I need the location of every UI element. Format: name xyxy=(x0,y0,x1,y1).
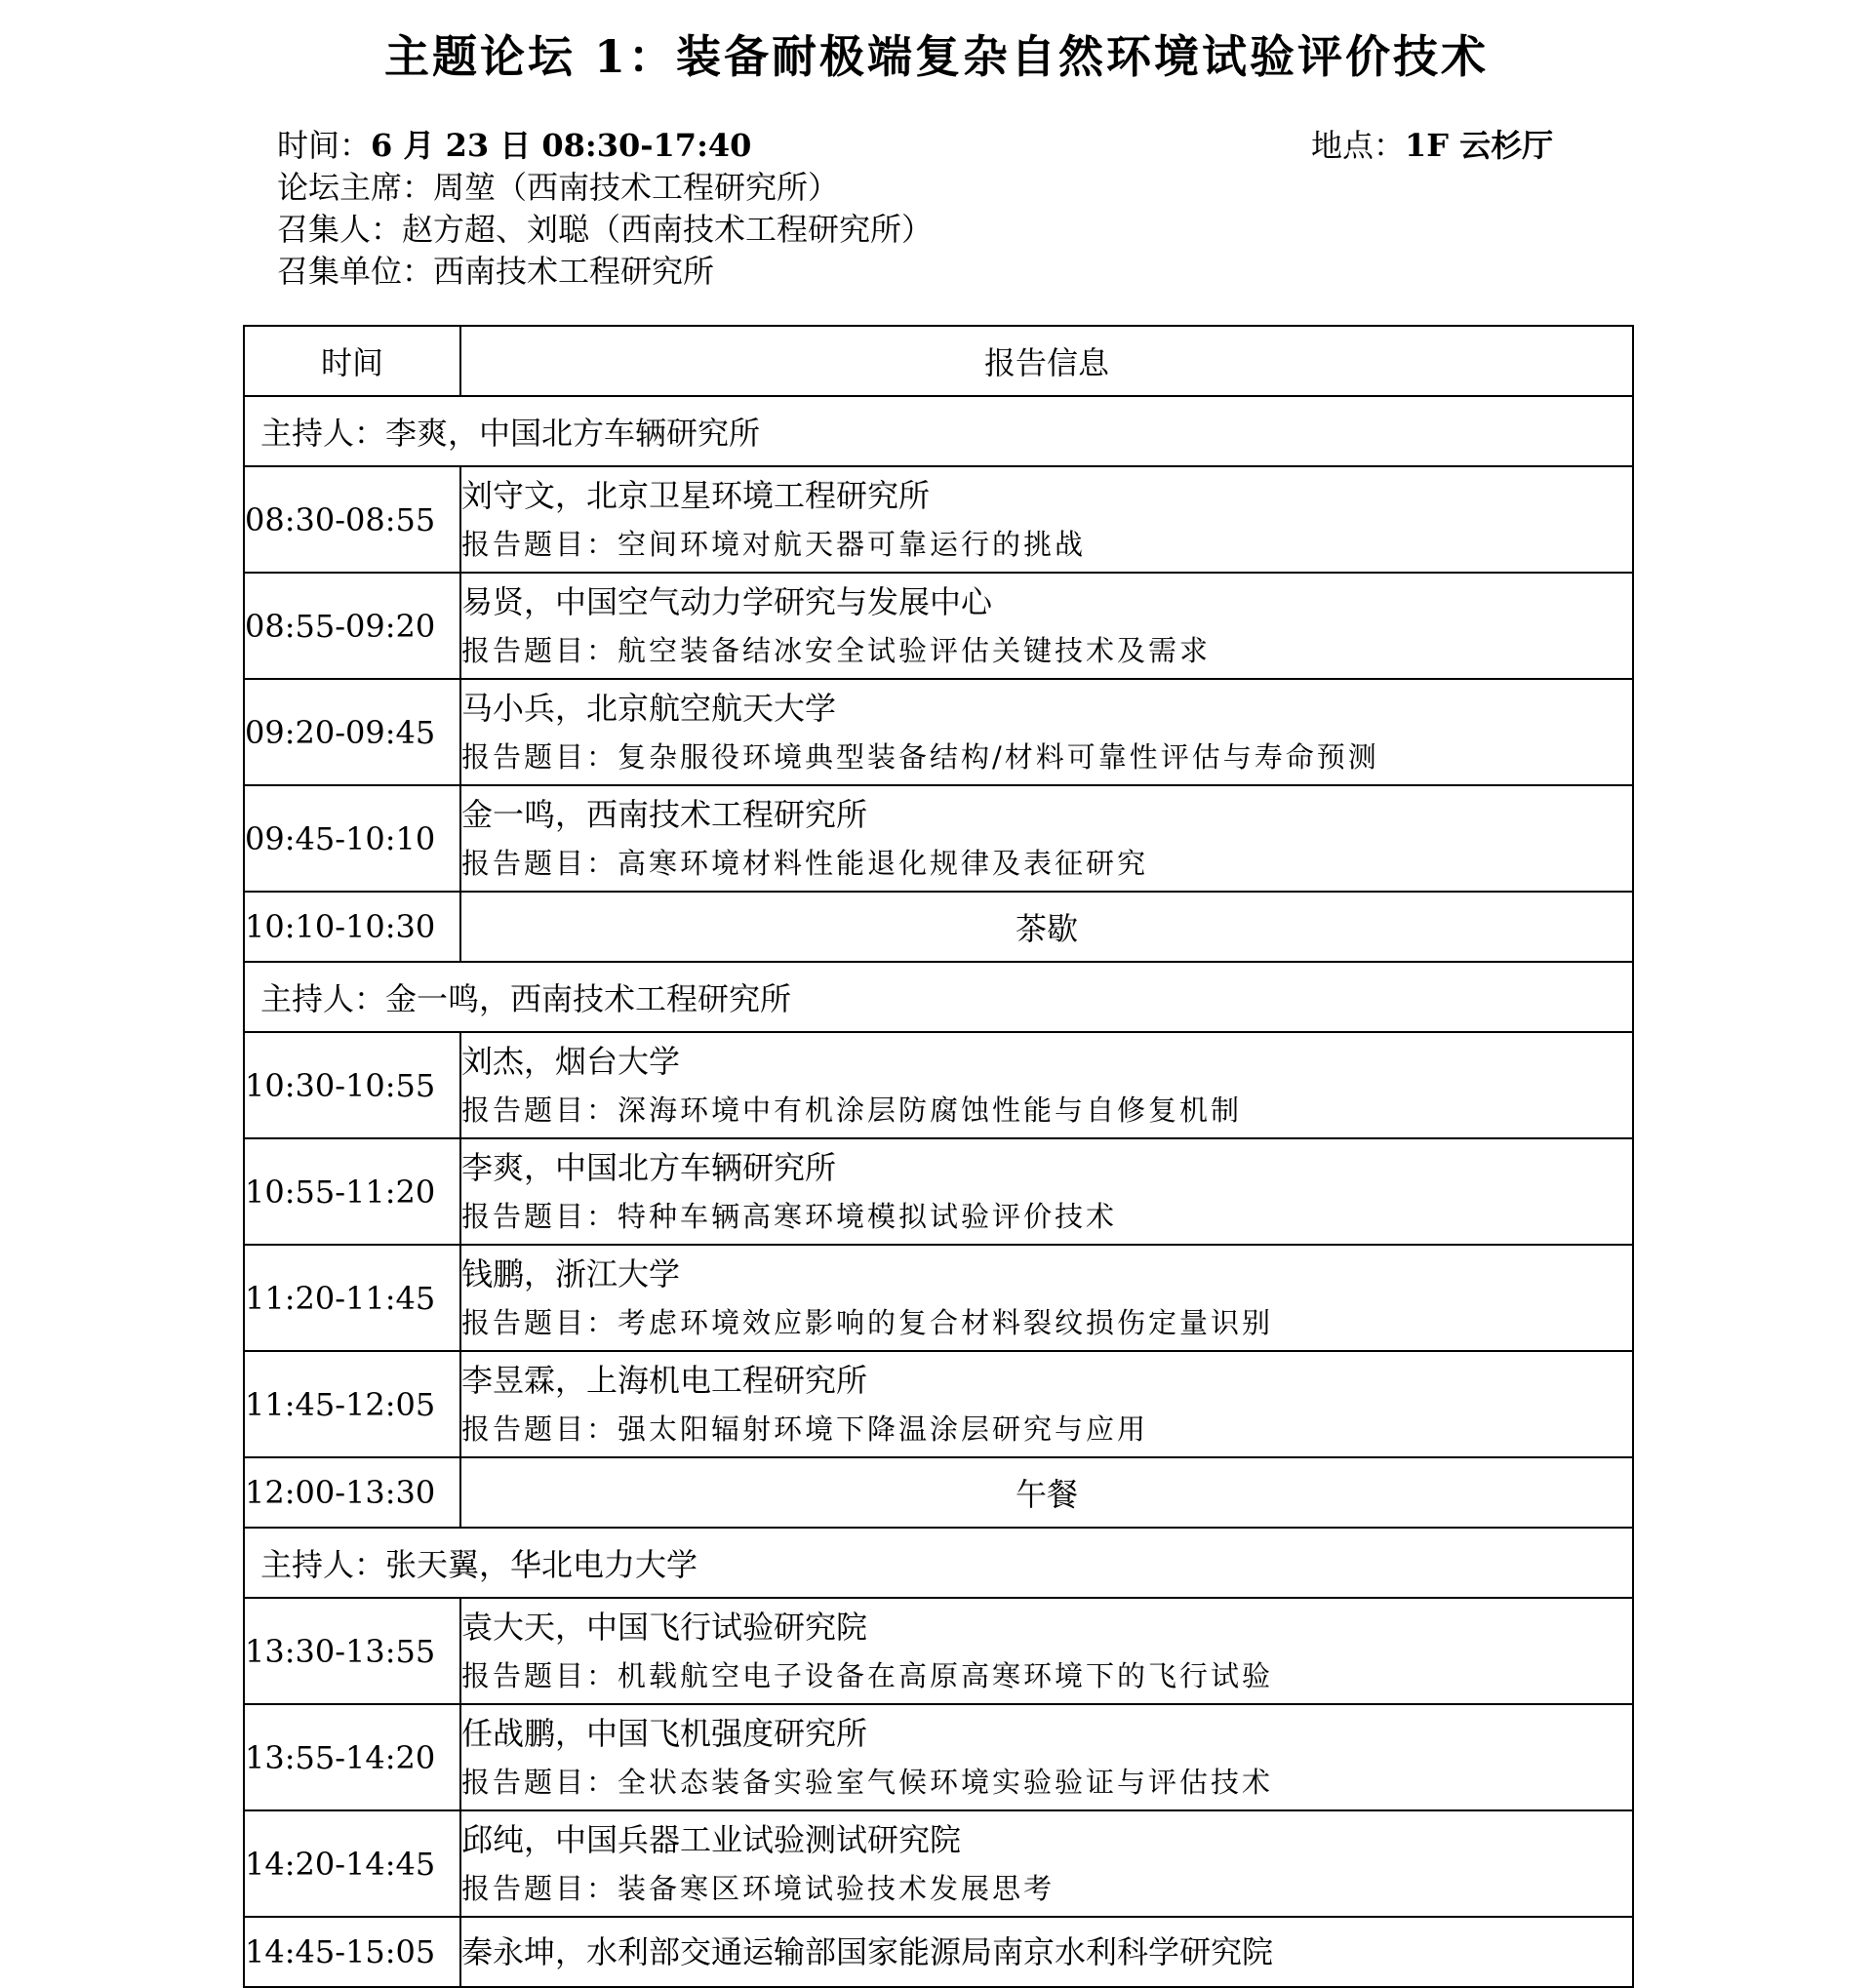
talk-time: 08:30-08:55 xyxy=(244,466,460,573)
time-label: 时间： xyxy=(277,127,372,164)
talk-info xyxy=(460,785,1633,892)
talk-info xyxy=(460,1704,1633,1810)
convener-unit: 召集单位：西南技术工程研究所 xyxy=(277,253,715,290)
talk-topic: 报告题目：装备寒区环境试验技术发展思考 xyxy=(461,1871,1056,1905)
talk-row xyxy=(244,1704,1633,1810)
talk-row xyxy=(244,785,1633,892)
location-label: 地点： xyxy=(1311,127,1406,164)
talk-row xyxy=(244,1032,1633,1138)
talk-row xyxy=(244,573,1633,679)
schedule-body xyxy=(244,326,1633,1987)
talk-time: 09:20-09:45 xyxy=(244,679,460,785)
talk-time: 10:55-11:20 xyxy=(244,1138,460,1245)
break-label: 午餐 xyxy=(460,1457,1633,1528)
talk-topic: 报告题目：全状态装备实验室气候环境实验验证与评估技术 xyxy=(461,1765,1274,1799)
talk-info xyxy=(460,1138,1633,1245)
break-time: 10:10-10:30 xyxy=(244,892,460,962)
time-value: 6 月 23 日 08:30-17:40 xyxy=(371,127,752,164)
speaker-name: 李昱霖，上海机电工程研究所 xyxy=(461,1361,868,1399)
host-text: 主持人：金一鸣，西南技术工程研究所 xyxy=(244,962,1633,1032)
talk-info xyxy=(460,1351,1633,1457)
talk-row xyxy=(244,1138,1633,1245)
talk-topic: 报告题目：特种车辆高寒环境模拟试验评价技术 xyxy=(461,1199,1118,1233)
talk-time: 11:45-12:05 xyxy=(244,1351,460,1457)
header-time: 时间 xyxy=(244,326,460,396)
host-row xyxy=(244,396,1633,466)
talk-time: 13:30-13:55 xyxy=(244,1598,460,1704)
talk-topic: 报告题目：复杂服役环境典型装备结构/材料可靠性评估与寿命预测 xyxy=(461,739,1379,774)
forum-chair: 论坛主席：周堃（西南技术工程研究所） xyxy=(277,169,840,206)
speaker-name: 刘杰，烟台大学 xyxy=(461,1042,681,1080)
speaker-name: 刘守文，北京卫星环境工程研究所 xyxy=(461,476,931,514)
talk-row xyxy=(244,1598,1633,1704)
talk-time: 09:45-10:10 xyxy=(244,785,460,892)
speaker-name: 易贤，中国空气动力学研究与发展中心 xyxy=(461,582,993,620)
location-value: 1F 云杉厅 xyxy=(1405,127,1554,164)
speaker-name: 金一鸣，西南技术工程研究所 xyxy=(461,795,868,833)
speaker-name: 马小兵，北京航空航天大学 xyxy=(461,689,837,727)
speaker-name: 秦永坤，水利部交通运输部国家能源局南京水利科学研究院 xyxy=(461,1933,1274,1970)
talk-topic: 报告题目：航空装备结冰安全试验评估关键技术及需求 xyxy=(461,633,1212,667)
talk-time: 08:55-09:20 xyxy=(244,573,460,679)
break-row xyxy=(244,892,1633,962)
talk-time: 14:20-14:45 xyxy=(244,1810,460,1917)
talk-topic: 报告题目：考虑环境效应影响的复合材料裂纹损伤定量识别 xyxy=(461,1305,1274,1339)
talk-topic: 报告题目：机载航空电子设备在高原高寒环境下的飞行试验 xyxy=(461,1658,1274,1692)
talk-info xyxy=(460,466,1633,573)
host-text: 主持人：张天翼，华北电力大学 xyxy=(244,1528,1633,1598)
talk-info xyxy=(460,1810,1633,1917)
schedule-table xyxy=(243,325,1634,1988)
talk-row xyxy=(244,679,1633,785)
talk-row xyxy=(244,1245,1633,1351)
break-label: 茶歇 xyxy=(460,892,1633,962)
page-title: 主题论坛 1：装备耐极端复杂自然环境试验评价技术 xyxy=(383,30,1490,83)
speaker-name: 邱纯，中国兵器工业试验测试研究院 xyxy=(461,1820,962,1858)
speaker-name: 袁大天，中国飞行试验研究院 xyxy=(461,1608,868,1646)
talk-topic: 报告题目：高寒环境材料性能退化规律及表征研究 xyxy=(461,846,1149,880)
talk-topic: 报告题目：空间环境对航天器可靠运行的挑战 xyxy=(461,527,1087,561)
talk-row xyxy=(244,466,1633,573)
header-info: 报告信息 xyxy=(460,326,1633,396)
speaker-name: 李爽，中国北方车辆研究所 xyxy=(461,1148,837,1186)
speaker-name: 任战鹏，中国飞机强度研究所 xyxy=(461,1714,868,1752)
meta-time xyxy=(277,121,751,166)
talk-time: 11:20-11:45 xyxy=(244,1245,460,1351)
talk-row xyxy=(244,1810,1633,1917)
talk-topic: 报告题目：强太阳辐射环境下降温涂层研究与应用 xyxy=(461,1411,1149,1446)
talk-row xyxy=(244,1351,1633,1457)
break-row xyxy=(244,1457,1633,1528)
talk-info xyxy=(460,1917,1633,1987)
host-row xyxy=(244,962,1633,1032)
talk-topic: 报告题目：深海环境中有机涂层防腐蚀性能与自修复机制 xyxy=(461,1093,1243,1127)
conveners: 召集人：赵方超、刘聪（西南技术工程研究所） xyxy=(277,211,934,248)
talk-time: 14:45-15:05 xyxy=(244,1917,460,1987)
talk-info xyxy=(460,573,1633,679)
speaker-name: 钱鹏，浙江大学 xyxy=(461,1254,681,1292)
talk-time: 10:30-10:55 xyxy=(244,1032,460,1138)
talk-info xyxy=(460,1245,1633,1351)
host-row xyxy=(244,1528,1633,1598)
meta-location xyxy=(1311,121,1553,166)
talk-row xyxy=(244,1917,1633,1987)
host-text: 主持人：李爽，中国北方车辆研究所 xyxy=(244,396,1633,466)
break-time: 12:00-13:30 xyxy=(244,1457,460,1528)
talk-time: 13:55-14:20 xyxy=(244,1704,460,1810)
talk-info xyxy=(460,1598,1633,1704)
talk-info xyxy=(460,1032,1633,1138)
talk-info xyxy=(460,679,1633,785)
table-header-row xyxy=(244,326,1633,396)
